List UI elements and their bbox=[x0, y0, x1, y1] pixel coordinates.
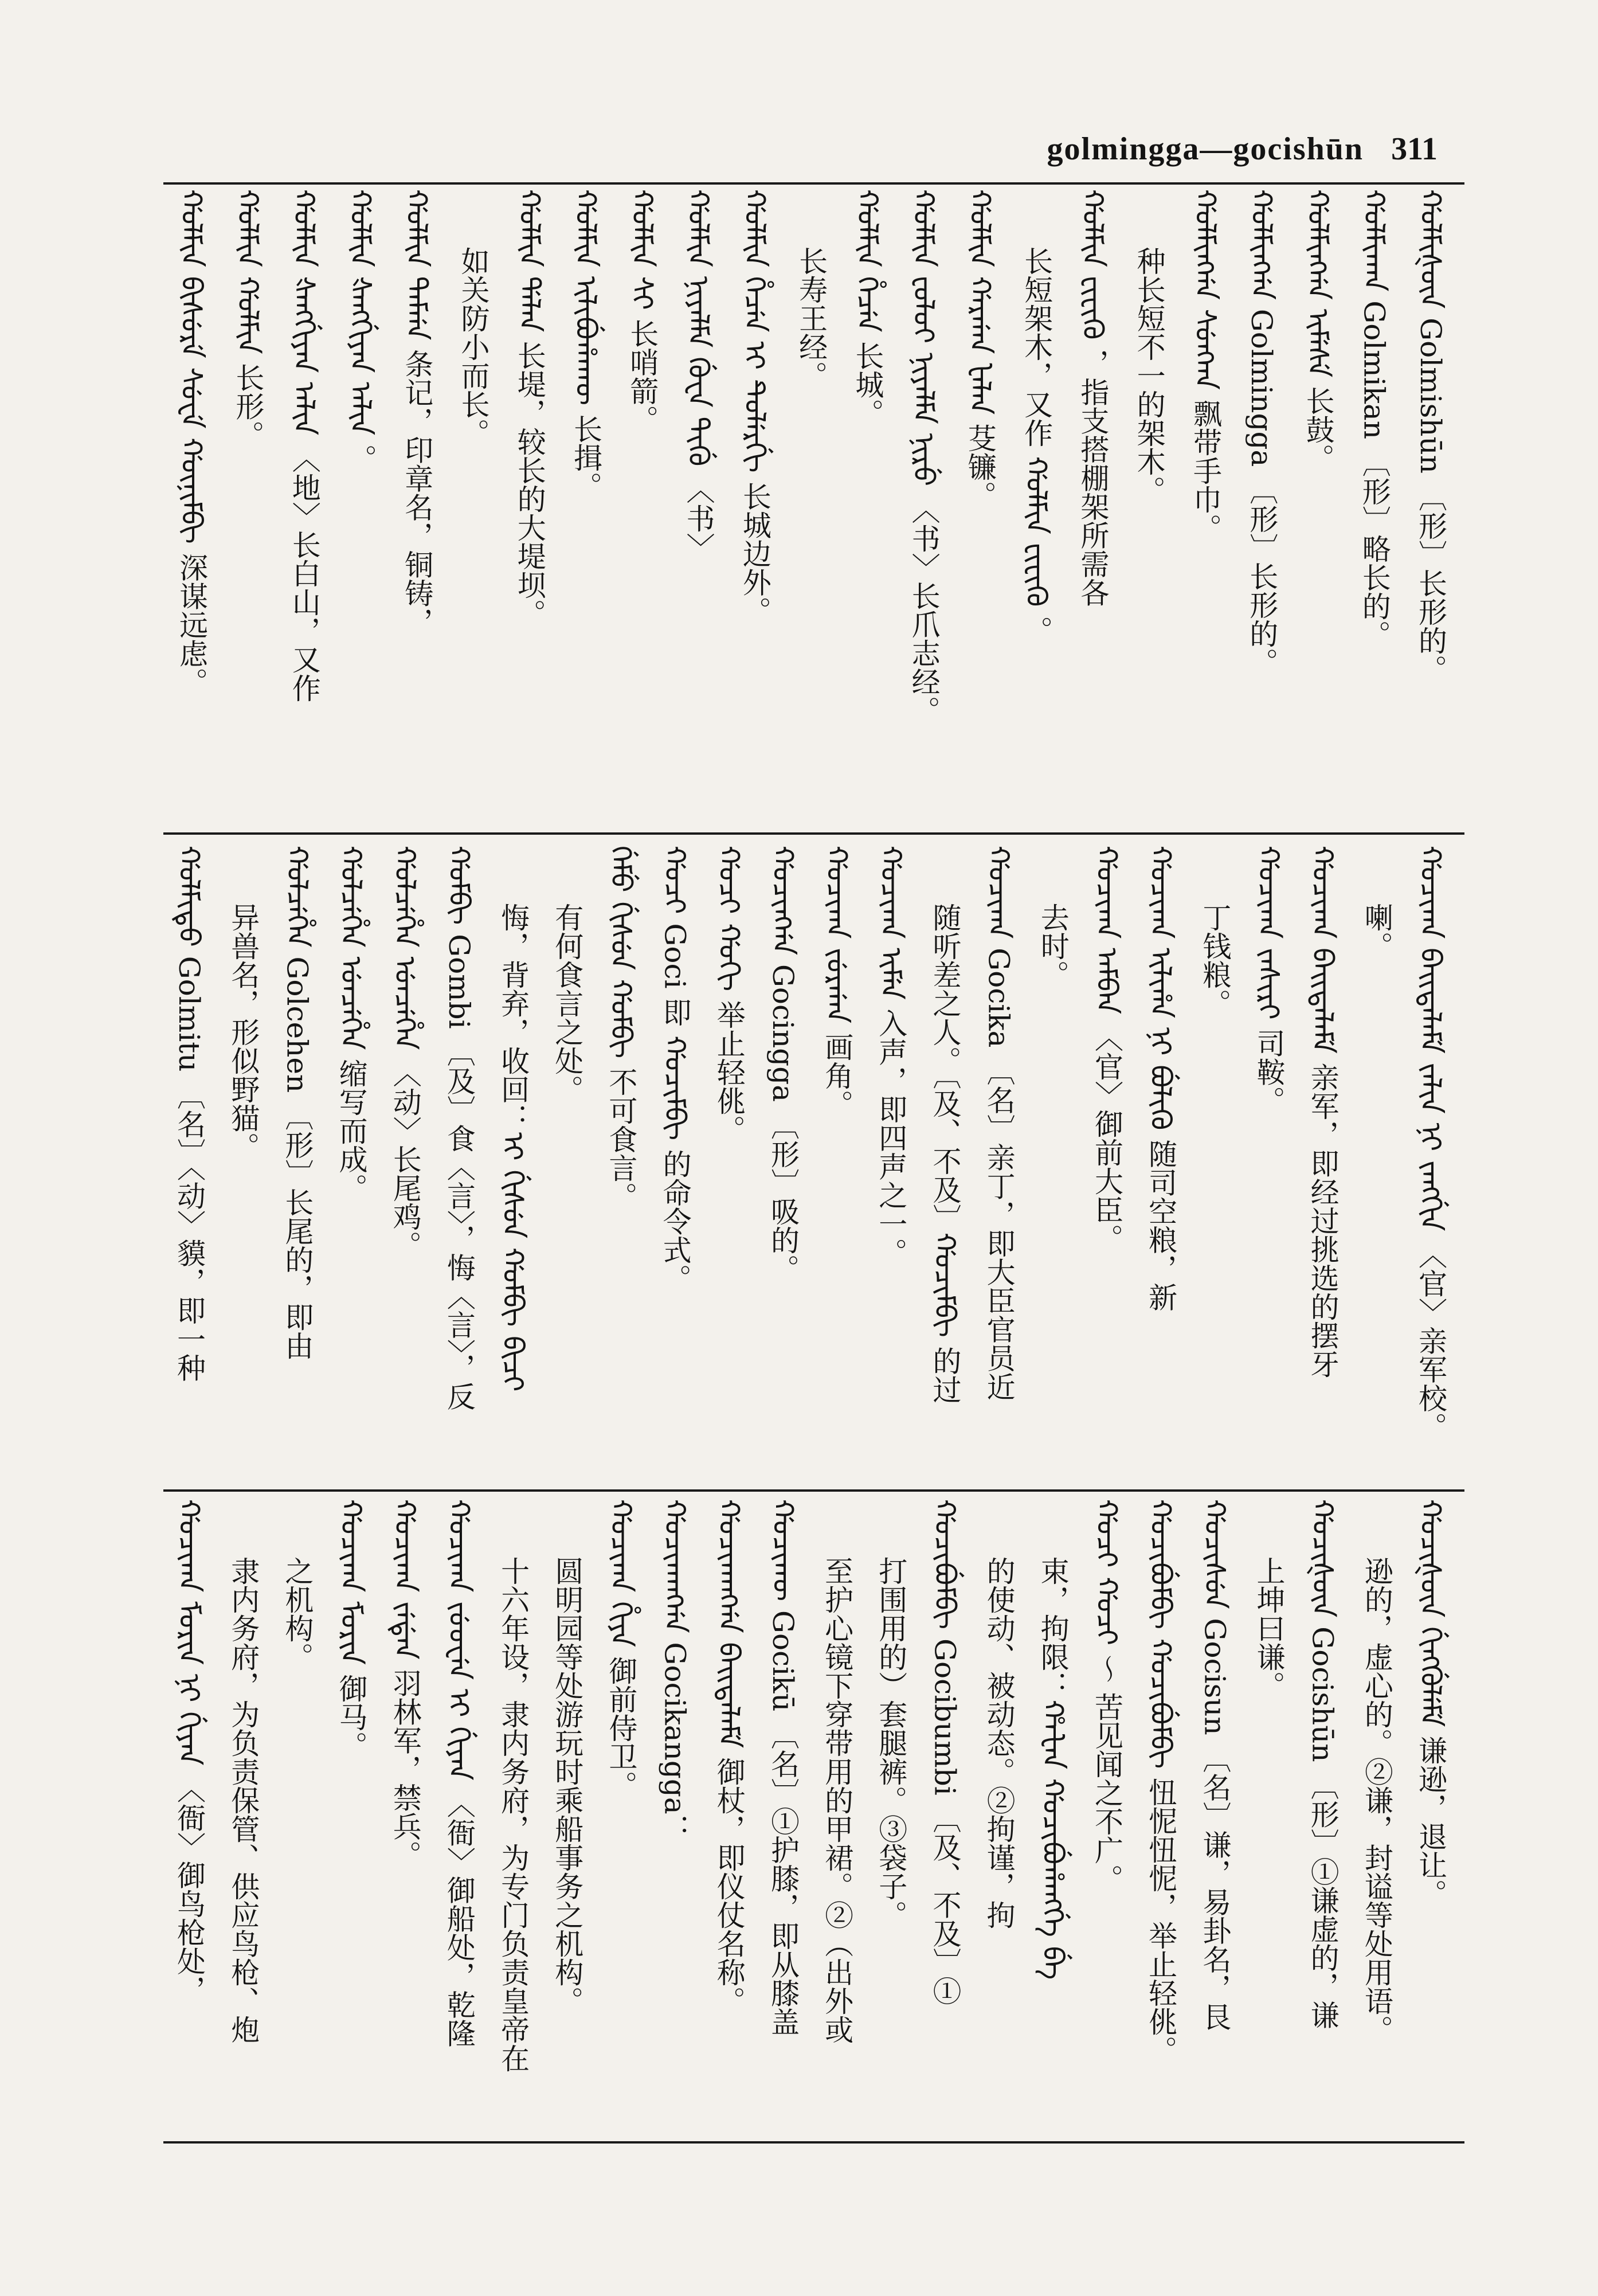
page-number: 311 bbox=[1391, 131, 1438, 167]
dictionary-column: ᡤᠣᠴᡳᡴᠠ ᠵᡝᡩᡝᠨ 羽林军，禁兵。 bbox=[388, 1499, 422, 1869]
entries-top bbox=[166, 189, 1462, 814]
dictionary-column: ᡤᠣᠴᡳᡴᠠᠩᡤᠠ Gocikangga： bbox=[658, 1499, 692, 1843]
dictionary-column: ᡤᠣᠴᡳᡴᠠ ᡥᡳᠶᠠ 御前侍卫。 bbox=[604, 1499, 638, 1800]
dictionary-column: 随听差之人。〔及、不及〕ᡤᠣᠴᡳᠮᠪᡳ 的过 bbox=[928, 903, 962, 1404]
entries-middle bbox=[166, 846, 1462, 1465]
dictionary-column: ᡤᠣᠯᠮᡳᠨ ᡧᠠᠩᡤᡳᠶᠠᠨ ᠠᠯᡳᠨ 〈地〉长白山，又作 bbox=[287, 189, 321, 703]
dictionary-column: 异兽名，形似野猫。 bbox=[226, 903, 260, 1161]
dictionary-column: ᡤᠣᠴᡳᡴᠠ ᡳᠯᡳᡥᠠ ᠨᡳ ᠪᡠᠯᡳᡴᡠ 随司空粮，新 bbox=[1144, 846, 1178, 1312]
dictionary-column: 去时。 bbox=[1036, 903, 1070, 989]
dictionary-column: ᡤᠣᠯᠮᡳᠩᡤᠠ ᡳᠮᡝᠰᡝ 长鼓。 bbox=[1301, 189, 1335, 473]
dictionary-column: ᡤᠣᠴᡳᡴᡡ Gocikū 〔名〕①护膝，即从膝盖 bbox=[766, 1499, 800, 2036]
entries-bottom bbox=[166, 1499, 1462, 2118]
dictionary-column: ᡤᠣᠯᠮᡳᠨ ᡤᠣᠯᠮᡳᠨ 长形。 bbox=[231, 189, 265, 449]
dictionary-column: ᡤᠣᠯᠮᡳᠨ ᡶᠣᠯᠣᡳ ᠨᡳᠶᠠᠯᠮᠠ ᠨᡳᡵᡠ 〈书〉长爪志经。 bbox=[907, 189, 941, 725]
dictionary-column: ᡤᠣᠯᠮᡳᡧᡡᠨ Golmishūn 〔形〕长形的。 bbox=[1414, 189, 1447, 683]
dictionary-column: ᡤᠣᠴᡳᡧᡡᠨ Gocishūn 〔形〕①谦虚的，谦 bbox=[1306, 1499, 1340, 2029]
dictionary-column: ᡤᡝᠮᡠ ᡤᡳᠰᡠᠨ ᡤᠣᠮᠪᡳ 不可食言。 bbox=[604, 846, 638, 1211]
dictionary-column: ᡤᠣᠯᠮᡳᠨ ᡧᠠᠩᡤᡳᠶᠠᠨ ᠠᠯᡳᠨ 。 bbox=[343, 189, 377, 474]
dictionary-column: 上坤曰谦。 bbox=[1252, 1556, 1286, 1700]
dictionary-column: 至护心镜下穿带用的甲裙。②（出外或 bbox=[820, 1556, 854, 2044]
dictionary-column: 有何食言之处。 bbox=[550, 903, 584, 1104]
dictionary-column: 圆明园等处游玩时乘船事务之机构。 bbox=[550, 1556, 584, 2015]
dictionary-column: ᡤᠣᠯᠮᡳᠨ ᡳᠯᡳᠪᡠᡥᠠᡴᡡ 长揖。 bbox=[569, 189, 603, 501]
dictionary-column: 种长短不一的架木。 bbox=[1132, 247, 1166, 504]
dictionary-column: 隶内务府，为负责保管、供应鸟枪、炮 bbox=[226, 1556, 260, 2044]
dictionary-column: 束，拘限：ᡥᠠᡶᠠᠨ ᡤᠣᠴᡳᠪᡠᡥᠠᠩᡤᡝ ᠪᡝ bbox=[1036, 1556, 1070, 1980]
dictionary-column: ᡤᠣᠴᡳᡧᡡᠨ ᡤᡳᠩᡤᡠᠯᡝᠮᡝ 谦逊，退让。 bbox=[1414, 1499, 1447, 1908]
dictionary-column: ᡤᠣᠯᠮᡳᠨ ᡨᠠᠮᡤᠠ 条记，印章名，铜铸， bbox=[400, 189, 434, 636]
dictionary-column: 打围用的）套腿裤。③袋子。 bbox=[874, 1556, 908, 1929]
dictionary-column: ᡤᠣᠴᡳᡴᠠ ᠮᠣᡵᡳᠨ ᠨᡳ ᡤᡳᠶᠠᠨ 〈衙〉御鸟枪处， bbox=[173, 1499, 206, 2004]
dictionary-column: ᡤᠣᠯᠴᡝᡥᡝᠨ ᡠᠨᠴᡝᡥᡝᠨ 缩写而成。 bbox=[334, 846, 368, 1203]
dictionary-column: ᡤᠣᠴᡳ ᡤᠣᡴᡳ 举止轻佻。 bbox=[712, 846, 746, 1144]
dictionary-column: 喇。 bbox=[1360, 903, 1393, 960]
dictionary-column: ᡤᠣᠴᡳᠰᡠᠨ Gocisun 〔名〕谦，易卦名，艮 bbox=[1198, 1499, 1232, 2031]
rule-middle-2 bbox=[163, 1489, 1464, 1492]
dictionary-column: ᡤᠣᠴᡳᡴᠠᠩᡤᠠ ᠪᠠᡳᡨᠠᠯᠠᠮᡝ 御杖，即仪仗名称。 bbox=[712, 1499, 746, 2016]
dictionary-column: ᡤᠣᠴᡳ ᡤᠣᠴᡳ ～ 苦见闻之不广。 bbox=[1090, 1499, 1123, 1893]
dictionary-column: ᡤᠣᠯᠮᡳᠨ ᠪᡳᠰᡠᡵᡝ ᠰᡠᠸᡝ ᡤᡡᠨᡳᠮᠪᡳ 深谋远虑。 bbox=[175, 189, 209, 697]
dictionary-column: ᡤᠣᠯᠮᡳᠩᡤᠠ Golmingga 〔形〕长形的。 bbox=[1245, 189, 1279, 677]
dictionary-column: 十六年设，隶内务府，为专门负责皇帝在 bbox=[496, 1556, 530, 2072]
page-header bbox=[922, 129, 1438, 169]
dictionary-column: 丁钱粮。 bbox=[1198, 903, 1232, 1018]
dictionary-column: 之机构。 bbox=[280, 1556, 314, 1671]
dictionary-column: ᡤᠣᠯᠮᡳᠨ ᠰᡳ 长哨箭。 bbox=[625, 189, 659, 434]
headword-range: golmingga—gocishūn bbox=[1047, 131, 1364, 167]
dictionary-column: 长寿王经。 bbox=[794, 247, 828, 390]
dictionary-column: ᡤᠣᠴᡳᡴᠠ ᠠᠮᠪᠠᠨ 〈官〉御前大臣。 bbox=[1090, 846, 1123, 1253]
dictionary-column: ᡤᠣᠴᡳᡴᠠ ᡳᠮᡝᠨ 入声，即四声之一。 bbox=[874, 846, 908, 1267]
section-middle bbox=[166, 846, 1462, 1465]
dictionary-column: ᡤᠣᠮᠪᡳ Gombi 〔及〕食〈言〉，悔〈言〉，反 bbox=[442, 846, 476, 1411]
dictionary-column: ᡤᠣᠴᡳᠩᡤᠠ Gocingga 〔形〕吸的。 bbox=[766, 846, 800, 1283]
dictionary-column: 如关防小而长。 bbox=[456, 247, 490, 447]
dictionary-column: ᡤᠣᠯᠮᡳᠨ ᡶᡳᡶᡳᡴᡠ ，指支搭棚架所需各 bbox=[1076, 189, 1110, 607]
dictionary-column: ᡤᠣᠴᡳ Goci 即 ᡤᠣᠴᡳᠮᠪᡳ 的命令式。 bbox=[658, 846, 692, 1293]
dictionary-column: ᡤᠣᠴᡳᡴᠠ ᠪᠠᡳᡨᠠᠯᠠᠮᡝ 亲军，即经过挑选的摆牙 bbox=[1306, 846, 1340, 1378]
dictionary-column: ᡤᠣᠯᠮᡳᠨ ᠨᡳᠶᠠᠯᠮᠠ ᡤᡠᠸᠠ ᡨᡳᡤᡠ 〈书〉 bbox=[682, 189, 715, 562]
dictionary-column: ᡤᠣᠯᠮᡳᠩᡤᠠ ᠰᡠᠩᡴᠠ 飘带手巾。 bbox=[1188, 189, 1222, 542]
dictionary-column: ᡤᠣᠴᡳᠪᡠᠮᠪᡳ Gocibumbi 〔及、不及〕① bbox=[928, 1499, 962, 2005]
dictionary-column: ᡤᠣᠴᡳᡴᠠ ᠪᠠᡳᡨᠠᠯᠠᠮᡝ ᠵᠠᠯᡳᠨ ᠨᡳ ᠵᠠᠩᡤᡳᠨ 〈官〉亲军校。 bbox=[1414, 846, 1447, 1441]
dictionary-column: ᡤᠣᠴᡳᡴᠠ ᠵᡠᡠᠸᡝᠨ ᡳ ᡤᡳᠶᠠᠨ 〈衙〉御船处，乾隆 bbox=[442, 1499, 476, 2048]
dictionary-column: ᡤᠣᠴᡳᡴᠠ ᠵᡠᡵᡤᠠᠨ 画角。 bbox=[820, 846, 854, 1118]
dictionary-column: ᡤᠣᠯᠮᡳᠨ ᡥᡝᠴᡝᠨ ᡳ ᡨᡠᠯᡝᡵᡤᡳ 长城边外。 bbox=[738, 189, 771, 625]
dictionary-column: ᡤᠣᠯᠮᡳᡴᠠᠨ Golmikan 〔形〕略长的。 bbox=[1357, 189, 1391, 649]
dictionary-column: 长短架木，又作 ᡤᠣᠯᠮᡳᠨ ᡶᡳᡶᡳᡴᡠ 。 bbox=[1020, 247, 1053, 645]
dictionary-column: ᡤᠣᠴᡳᡴᠠ ᠮᠣᡵᡳᠨ 御马。 bbox=[334, 1499, 368, 1760]
dictionary-column: ᡤᠣᠯᠴᡝᡥᡝᠨ ᡠᠨᠴᡝᡥᡝᠨ 〈动〉长尾鸡。 bbox=[388, 846, 422, 1260]
section-top bbox=[166, 189, 1462, 814]
dictionary-column: ᡤᠣᠯᠮᡳᠨ ᡩᠠᠯᠠᠨ 长堤，较长的大堤坝。 bbox=[512, 189, 546, 628]
section-bottom bbox=[166, 1499, 1462, 2118]
dictionary-column: ᡤᠣᠯᠮᡳᡨᡠ Golmitu 〔名〕〈动〉貘，即一种 bbox=[173, 846, 206, 1382]
dictionary-column: ᡤᠣᠯᠴᡝᡥᡝᠨ Golcehen 〔形〕长尾的，即由 bbox=[280, 846, 314, 1360]
bottom-rule bbox=[163, 2141, 1464, 2144]
rule-middle-1 bbox=[163, 832, 1464, 835]
dictionary-column: ᡤᠣᠯᠮᡳᠨ ᡥᡝᠴᡝᠨ 长城。 bbox=[851, 189, 884, 428]
dictionary-column: 的使动、被动态。②拘谨，拘 bbox=[982, 1556, 1016, 1929]
dictionary-column: ᡤᠣᠯᠮᡳᠨ ᡤᠠᡵᡤᠠᠨ ᡶᠠᠯᠠᠨ 芟镰。 bbox=[963, 189, 997, 510]
dictionary-column: ᡤᠣᠴᡳᠪᡠᠮᠪᡳ ᡤᠣᠴᡳᠪᡠᠮᠪᡳ 忸怩忸怩，举止轻佻。 bbox=[1144, 1499, 1178, 2065]
dictionary-column: ᡤᠣᠴᡳᡴᠠ ᠵᠠᠰᡳᡵᡳ 司鞍。 bbox=[1252, 846, 1286, 1115]
dictionary-column: 悔，背弃，收回：ᡳ ᡤᡳᠰᡠᠨ ᡤᠣᠮᠪᡳ ᠪᡳᠴᡳ bbox=[496, 903, 530, 1392]
top-rule bbox=[163, 182, 1464, 185]
dictionary-column: ᡤᠣᠴᡳᡴᠠ Gocika 〔名〕亲丁，即大臣官员近 bbox=[982, 846, 1016, 1401]
dictionary-column: 逊的，虚心的。②谦，封谥等处用语。 bbox=[1360, 1556, 1393, 2044]
